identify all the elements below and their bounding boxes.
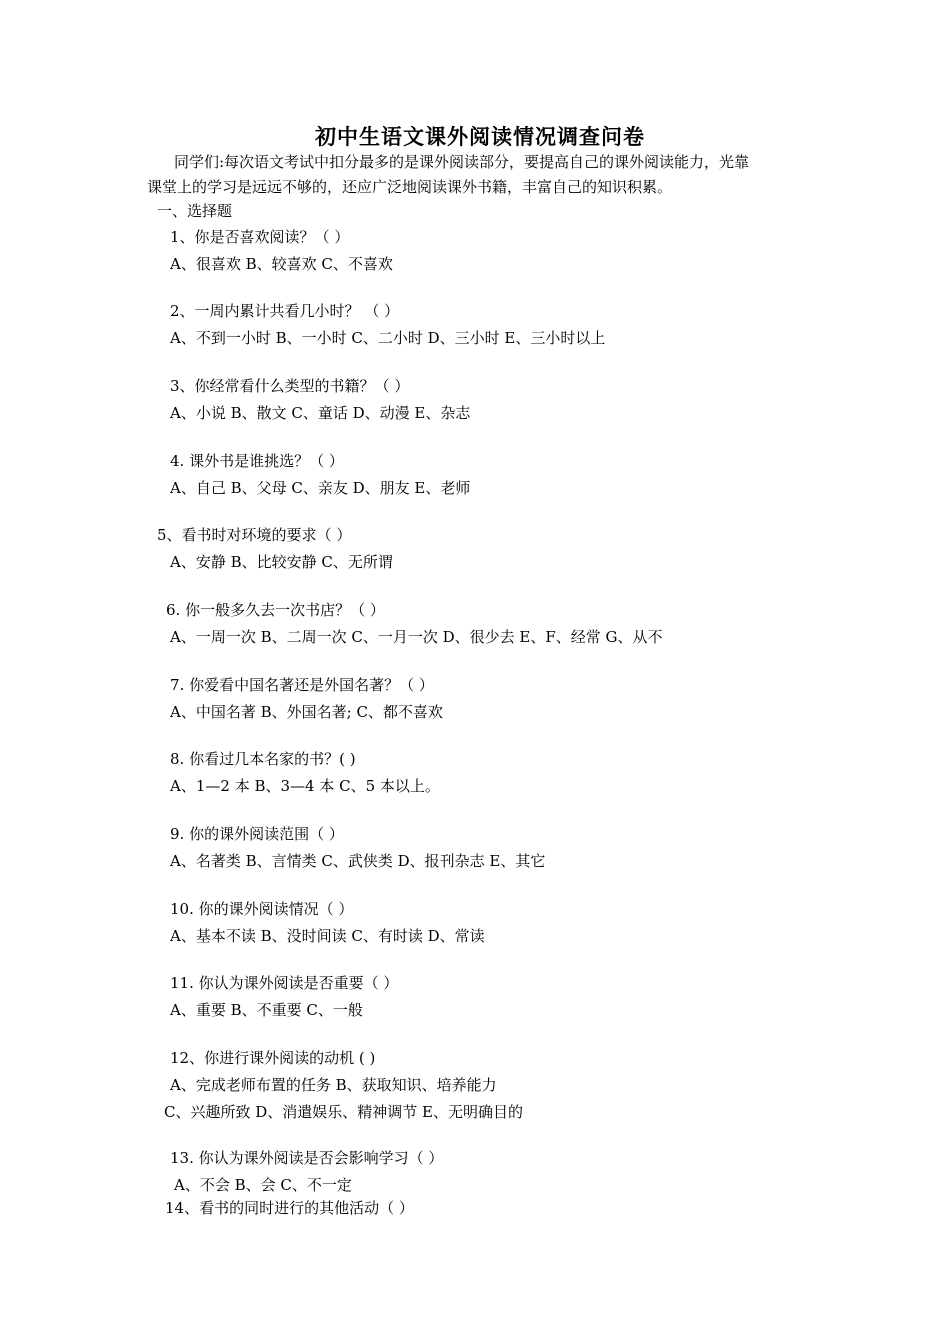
question-text: 12、你进行课外阅读的动机 ( ) [170, 1049, 376, 1067]
question-text: 11. 你认为课外阅读是否重要（ ） [170, 974, 399, 992]
question-6 [166, 599, 663, 647]
question-options: C、兴趣所致 D、消遣娱乐、精神调节 E、无明确目的 [164, 1103, 523, 1121]
question-options: A、自己 B、父母 C、亲友 D、朋友 E、老师 [170, 479, 471, 497]
question-options: A、小说 B、散文 C、童话 D、动漫 E、杂志 [170, 404, 471, 422]
intro-line-1: 同学们:每次语文考试中扣分最多的是课外阅读部分，要提高自己的课外阅读能力，光靠 [174, 153, 750, 171]
question-text: 14、看书的同时进行的其他活动（ ） [165, 1199, 414, 1217]
question-options: A、不会 B、会 C、不一定 [174, 1176, 352, 1194]
question-options: A、不到一小时 B、一小时 C、二小时 D、三小时 E、三小时以上 [170, 329, 606, 347]
question-12 [164, 1047, 523, 1122]
question-13 [170, 1147, 443, 1195]
question-options: A、很喜欢 B、较喜欢 C、不喜欢 [170, 255, 393, 273]
question-text: 4. 课外书是谁挑选？（ ） [170, 452, 344, 470]
question-8 [170, 748, 440, 796]
question-1 [170, 226, 393, 274]
question-text: 3、你经常看什么类型的书籍？（ ） [170, 377, 410, 395]
question-text: 5、看书时对环境的要求（ ） [157, 526, 352, 544]
question-text: 7. 你爱看中国名著还是外国名著？（ ） [170, 676, 434, 694]
question-14 [165, 1197, 414, 1218]
question-3 [170, 375, 470, 423]
question-5 [157, 524, 393, 572]
question-9 [170, 823, 545, 871]
question-4 [170, 450, 470, 498]
question-text: 2、一周内累计共看几小时？ （ ） [170, 302, 400, 320]
question-10 [170, 898, 485, 946]
intro-paragraph [147, 150, 817, 200]
question-options: A、一周一次 B、二周一次 C、一月一次 D、很少去 E、F、经常 G、从不 [170, 628, 663, 646]
question-text: 8. 你看过几本名家的书？( ) [170, 750, 356, 768]
question-text: 10. 你的课外阅读情况（ ） [170, 900, 354, 918]
question-text: 9. 你的课外阅读范围（ ） [170, 825, 344, 843]
intro-line-2: 课堂上的学习是远远不够的，还应广泛地阅读课外书籍，丰富自己的知识积累。 [147, 178, 673, 196]
question-options: A、中国名著 B、外国名著; C、都不喜欢 [170, 703, 443, 721]
question-text: 6. 你一般多久去一次书店？（ ） [166, 601, 385, 619]
question-options: A、安静 B、比较安静 C、无所谓 [170, 553, 393, 571]
question-options: A、完成老师布置的任务 B、获取知识、培养能力 [170, 1076, 497, 1094]
question-2 [170, 300, 605, 348]
question-options: A、1—2 本 B、3—4 本 C、5 本以上。 [170, 777, 440, 795]
section-heading: 一、选择题 [157, 202, 233, 220]
question-11 [170, 972, 398, 1020]
question-options: A、名著类 B、言情类 C、武侠类 D、报刊杂志 E、其它 [170, 852, 546, 870]
question-7 [170, 674, 443, 722]
question-options: A、重要 B、不重要 C、一般 [170, 1001, 363, 1019]
question-options: A、基本不读 B、没时间读 C、有时读 D、常读 [170, 927, 485, 945]
question-text: 1、你是否喜欢阅读？（ ） [170, 228, 350, 246]
document-title: 初中生语文课外阅读情况调查问卷 [315, 124, 645, 149]
question-text: 13. 你认为课外阅读是否会影响学习（ ） [170, 1149, 444, 1167]
